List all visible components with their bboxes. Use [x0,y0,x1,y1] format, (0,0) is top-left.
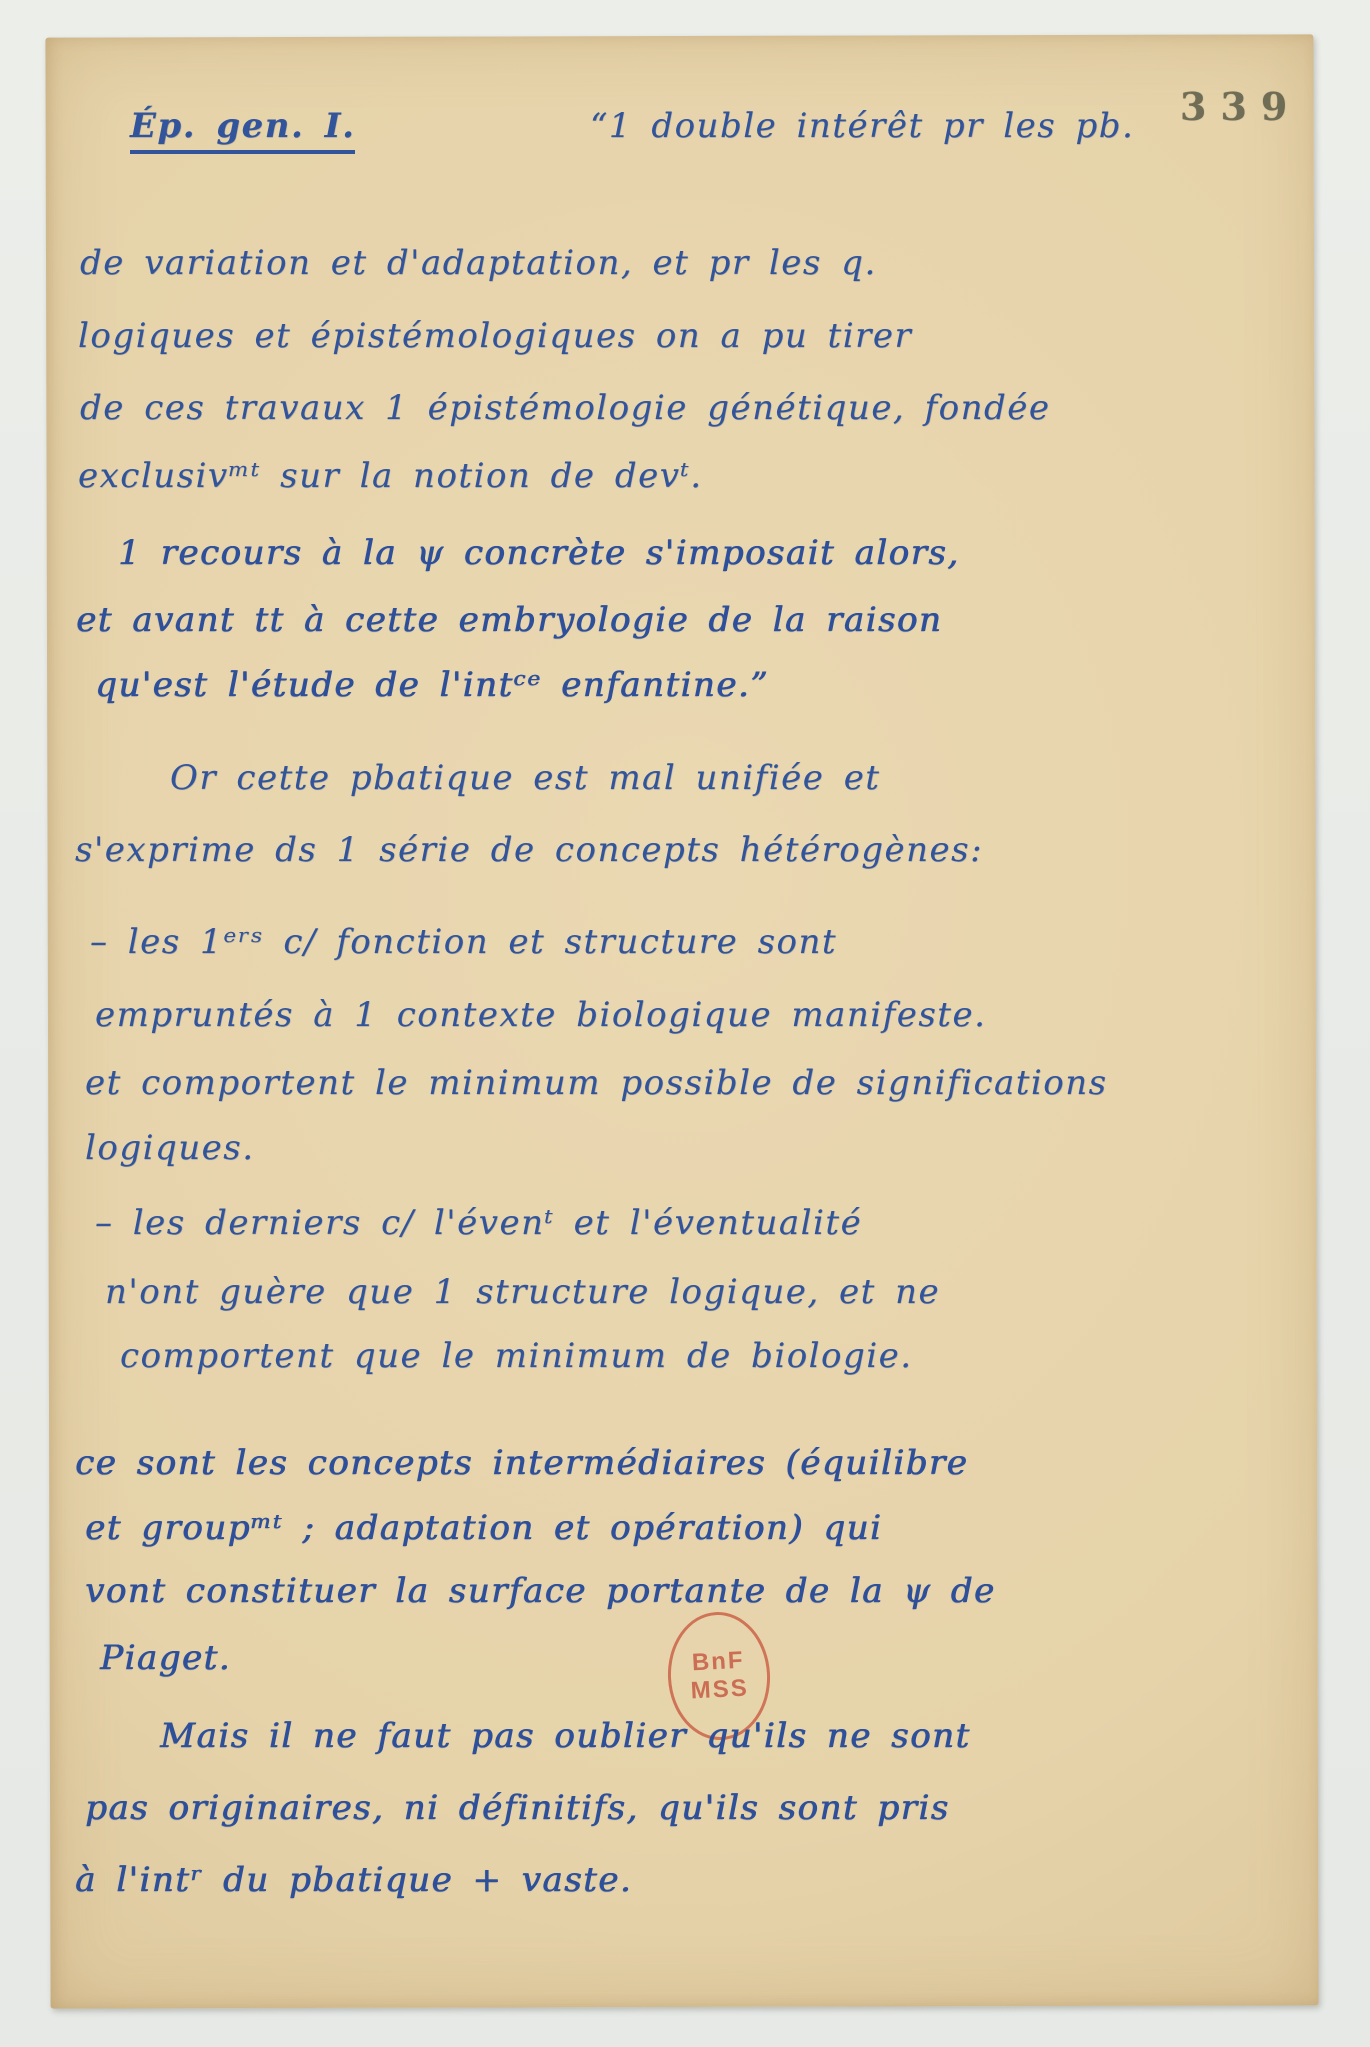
manuscript-line: Piaget. [100,1638,231,1678]
manuscript-line: à l'intʳ du pbatique + vaste. [75,1860,633,1900]
manuscript-line: de variation et d'adaptation, et pr les q. [80,243,877,283]
manuscript-line: exclusivᵐᵗ sur la notion de devᵗ. [78,456,703,496]
manuscript-line: – les derniers c/ l'évenᵗ et l'éventualité [95,1203,863,1243]
manuscript-line: et avant tt à cette embryologie de la raison [76,600,943,640]
stamp-text-bnf: BnF [691,1647,746,1677]
manuscript-line: – les 1ᵉʳˢ c/ fonction et structure sont [90,922,838,962]
manuscript-line: s'exprime ds 1 série de concepts hétérogènes: [75,830,984,870]
manuscript-line: et comportent le minimum possible de significations [85,1063,1108,1103]
manuscript-line: Mais il ne faut pas oublier qu'ils ne sont [160,1716,971,1756]
heading-text: Ép. gen. I. [130,106,355,154]
manuscript-line: “1 double intérêt pr les pb. [590,106,1135,146]
manuscript-line: Or cette pbatique est mal unifiée et [170,758,881,798]
manuscript-heading [130,106,355,146]
manuscript-line: n'ont guère que 1 structure logique, et ne [105,1272,941,1312]
manuscript-line: 1 recours à la ψ concrète s'imposait alors, [118,533,960,573]
stamp-text-mss: MSS [690,1674,750,1705]
manuscript-line: qu'est l'étude de l'intᶜᵉ enfantine.” [95,665,769,705]
page-number: 339 [1180,84,1302,129]
manuscript-line: et groupᵐᵗ ; adaptation et opération) qui [85,1508,883,1548]
manuscript-line: comportent que le minimum de biologie. [120,1336,913,1376]
manuscript-line: empruntés à 1 contexte biologique manifeste. [95,995,987,1035]
manuscript-line: vont constituer la surface portante de la ψ de [85,1571,996,1611]
manuscript-line: pas originaires, ni définitifs, qu'ils sont pris [85,1788,950,1828]
manuscript-line: ce sont les concepts intermédiaires (équilibre [75,1443,969,1483]
manuscript-line: logiques. [85,1128,255,1168]
manuscript-line: de ces travaux 1 épistémologie génétique, fondée [80,388,1051,428]
manuscript-line: logiques et épistémologiques on a pu tirer [78,316,913,356]
